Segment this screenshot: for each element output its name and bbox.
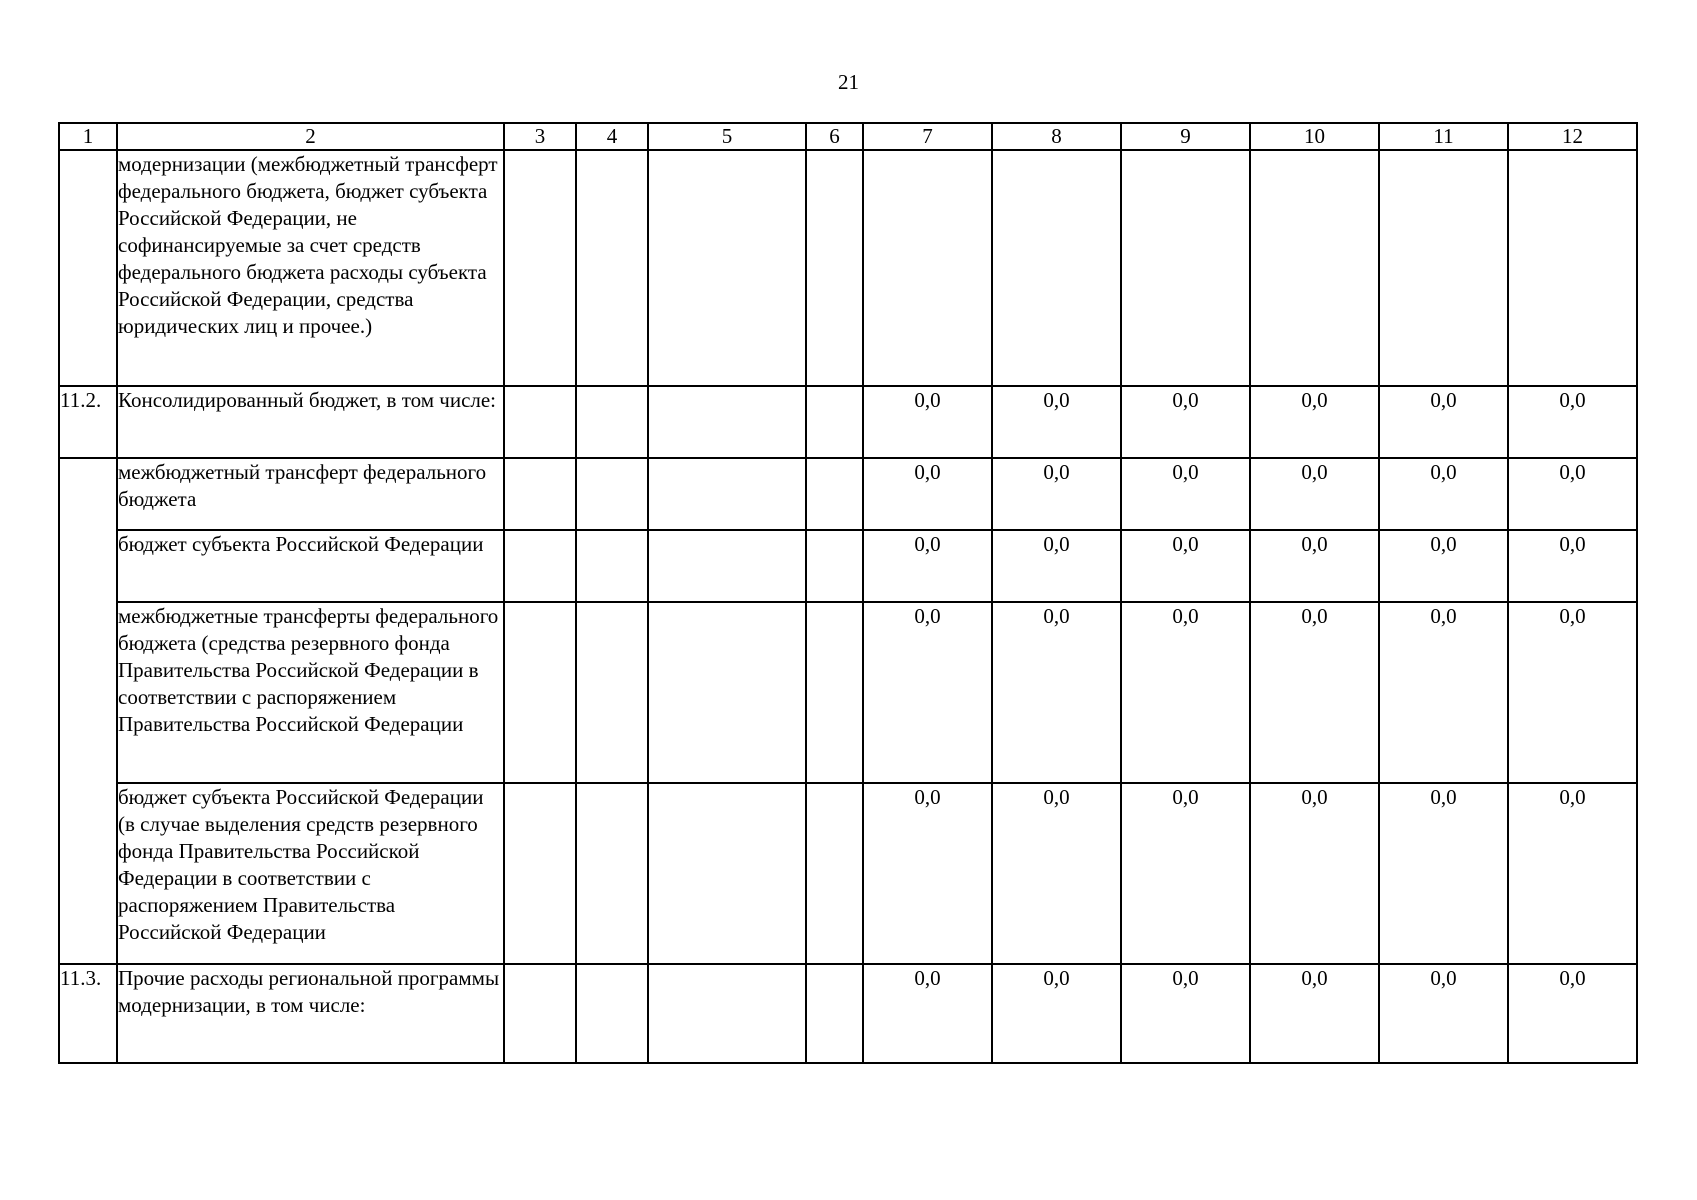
empty-cell [648,530,806,602]
column-header: 1 [59,123,117,150]
empty-cell [806,386,863,458]
empty-cell [648,386,806,458]
header-row [59,123,1637,150]
value-cell: 0,0 [1121,386,1250,458]
empty-cell [576,783,648,964]
value-cell [992,150,1121,386]
empty-cell [504,530,576,602]
value-cell: 0,0 [1250,783,1379,964]
value-cell: 0,0 [1121,458,1250,530]
value-cell: 0,0 [1379,964,1508,1063]
value-cell: 0,0 [863,602,992,783]
value-cell: 0,0 [992,964,1121,1063]
column-header: 10 [1250,123,1379,150]
table-row [59,964,1637,1063]
column-header: 2 [117,123,504,150]
empty-cell [648,150,806,386]
empty-cell [648,602,806,783]
value-cell: 0,0 [1508,386,1637,458]
value-cell: 0,0 [863,386,992,458]
table-row [59,458,1637,530]
column-header: 6 [806,123,863,150]
value-cell: 0,0 [1250,964,1379,1063]
page-number: 21 [838,70,859,94]
empty-cell [504,386,576,458]
empty-cell [806,530,863,602]
row-description: межбюджетный трансферт федерального бюджета [117,458,504,530]
value-cell: 0,0 [1508,602,1637,783]
value-cell: 0,0 [992,530,1121,602]
empty-cell [806,458,863,530]
budget-table [58,122,1638,1064]
column-header: 8 [992,123,1121,150]
empty-cell [806,964,863,1063]
value-cell [863,150,992,386]
empty-cell [576,964,648,1063]
column-header: 12 [1508,123,1637,150]
table-row [59,150,1637,386]
empty-cell [576,602,648,783]
value-cell: 0,0 [1250,602,1379,783]
value-cell: 0,0 [1250,458,1379,530]
row-code [59,150,117,386]
value-cell: 0,0 [1121,783,1250,964]
value-cell: 0,0 [863,530,992,602]
empty-cell [504,602,576,783]
empty-cell [806,602,863,783]
value-cell: 0,0 [992,386,1121,458]
empty-cell [576,150,648,386]
value-cell: 0,0 [992,783,1121,964]
empty-cell [806,783,863,964]
empty-cell [576,386,648,458]
value-cell: 0,0 [1508,783,1637,964]
column-header: 5 [648,123,806,150]
value-cell [1379,150,1508,386]
value-cell: 0,0 [1121,530,1250,602]
empty-cell [576,530,648,602]
value-cell: 0,0 [863,458,992,530]
value-cell [1250,150,1379,386]
empty-cell [504,458,576,530]
row-code [59,783,117,964]
row-code: 11.3. [59,964,117,1063]
row-code [59,602,117,783]
column-header: 11 [1379,123,1508,150]
empty-cell [576,458,648,530]
row-description: Прочие расходы региональной программы модернизации, в том числе: [117,964,504,1063]
column-header: 9 [1121,123,1250,150]
empty-cell [648,458,806,530]
column-header: 4 [576,123,648,150]
row-description: бюджет субъекта Российской Федерации (в случае выделения средств резервного фонда Правительства Российской Федерации в соответствии с распоряжением Правительства Российской Федерации [117,783,504,964]
value-cell: 0,0 [1379,602,1508,783]
value-cell: 0,0 [1250,386,1379,458]
value-cell: 0,0 [1379,530,1508,602]
value-cell: 0,0 [1508,964,1637,1063]
empty-cell [806,150,863,386]
value-cell: 0,0 [992,602,1121,783]
empty-cell [504,783,576,964]
value-cell: 0,0 [1121,602,1250,783]
column-header: 7 [863,123,992,150]
value-cell [1121,150,1250,386]
row-description: Консолидированный бюджет, в том числе: [117,386,504,458]
empty-cell [504,964,576,1063]
value-cell: 0,0 [1379,458,1508,530]
value-cell: 0,0 [1121,964,1250,1063]
empty-cell [648,783,806,964]
value-cell: 0,0 [1250,530,1379,602]
table-row [59,602,1637,783]
value-cell: 0,0 [1379,386,1508,458]
value-cell: 0,0 [863,783,992,964]
value-cell [1508,150,1637,386]
column-header: 3 [504,123,576,150]
table-row [59,530,1637,602]
empty-cell [504,150,576,386]
value-cell: 0,0 [1508,530,1637,602]
value-cell: 0,0 [1508,458,1637,530]
row-code [59,530,117,602]
empty-cell [648,964,806,1063]
row-code [59,458,117,530]
value-cell: 0,0 [992,458,1121,530]
value-cell: 0,0 [1379,783,1508,964]
row-description: межбюджетные трансферты федерального бюджета (средства резервного фонда Правительства Российской Федерации в соответствии с распоряжением Правительства Российской Федерации [117,602,504,783]
row-code: 11.2. [59,386,117,458]
value-cell: 0,0 [863,964,992,1063]
table-row [59,386,1637,458]
table-row [59,783,1637,964]
row-description: модернизации (межбюджетный трансферт федерального бюджета, бюджет субъекта Российской Федерации, не софинансируемые за счет средств федерального бюджета расходы субъекта Российской Федерации, средства юридических лиц и прочее.) [117,150,504,386]
row-description: бюджет субъекта Российской Федерации [117,530,504,602]
